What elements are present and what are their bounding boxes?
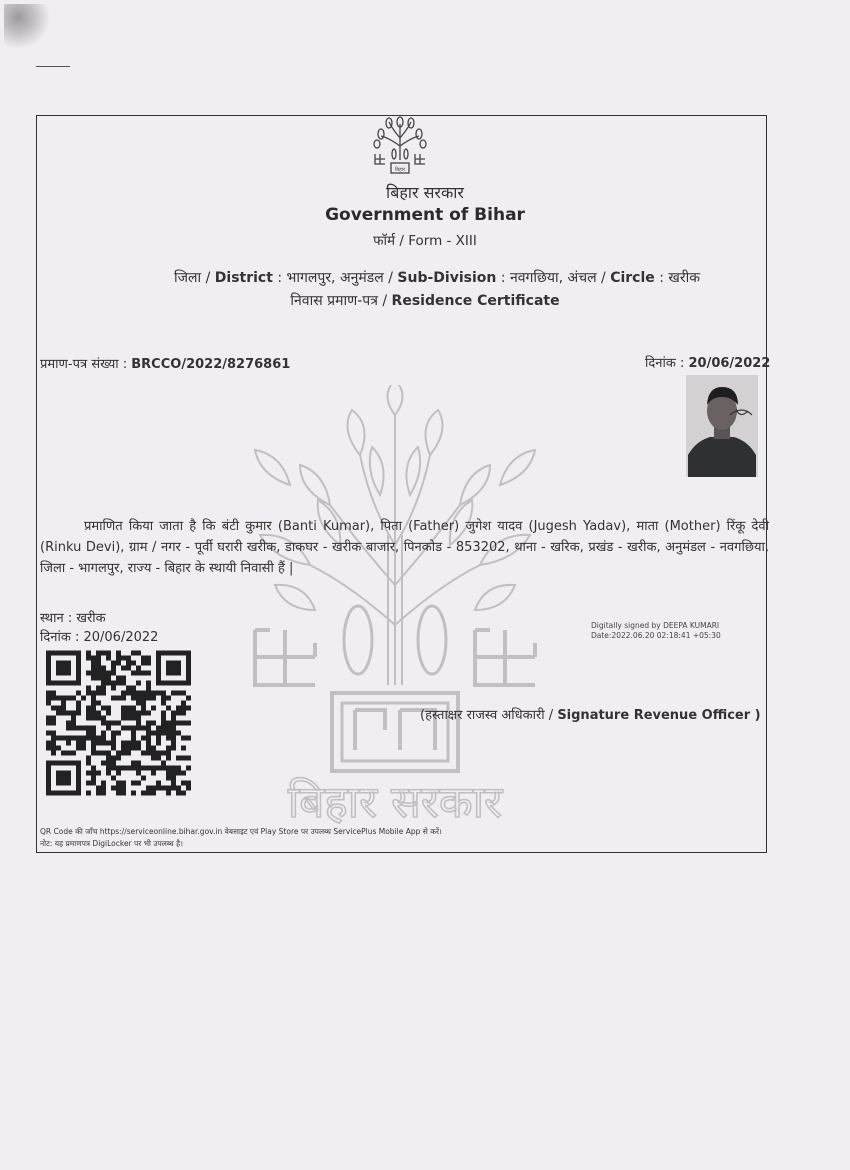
digital-signature-date: Date:2022.06.20 02:18:41 +05:30 <box>591 631 721 640</box>
circle-value: : खरीक <box>654 270 700 286</box>
govt-title-english: Government of Bihar <box>325 205 525 225</box>
certificate-title-english: Residence Certificate <box>391 293 560 309</box>
location-line <box>12 268 850 287</box>
footer-digilocker-note: नोट: यह प्रमाणपत्र DigiLocker पर भी उपलब्ध है। <box>40 839 183 848</box>
certificate-date-label: दिनांक : <box>645 356 689 371</box>
emblem-caption: बिहार <box>394 167 406 173</box>
district-value: : भागलपुर, अनुमंडल / <box>272 270 398 286</box>
scan-corner-mark <box>4 4 52 48</box>
scan-line-mark <box>36 66 70 67</box>
person-photo-icon <box>686 375 758 477</box>
district-prefix: जिला / <box>174 270 215 286</box>
issue-date: दिनांक : 20/06/2022 <box>40 630 159 645</box>
certificate-date-value: 20/06/2022 <box>688 356 771 371</box>
digital-signature-signer: Digitally signed by DEEPA KUMARI <box>591 621 720 630</box>
applicant-photo <box>686 375 758 477</box>
certificate-body: प्रमाणित किया जाता है कि बंटी कुमार (Banti Kumar), पिता (Father) जुगेश यादव (Jugesh Yadav), माता (Mother) रिंकू देवी (Rinku Devi), ग्राम / नगर - पूर्वी घरारी खरीक, डाकघर - खरीक बाजार, पिनकोड - 853202, थाना - खरिक, प्रखंड - खरीक, अनुमंडल - नवगछिया, जिला - भागलपुर, राज्य - बिहार के स्थायी निवासी हैं | <box>40 519 769 576</box>
district-label: District <box>214 270 273 286</box>
signature-label: Signature Revenue Officer ) <box>557 708 761 723</box>
certificate-title-hindi: निवास प्रमाण-पत्र / <box>290 293 392 309</box>
digital-signature <box>591 621 721 641</box>
footer-qr-note: QR Code की जाँच https://serviceonline.bihar.gov.in वेबसाइट एवं Play Store पर उपलब्ध ServicePlus Mobile App से करें। <box>40 827 442 836</box>
form-number: फॉर्म / Form - XIII <box>373 233 477 249</box>
issue-place: स्थान : खरीक <box>40 611 106 626</box>
govt-title-hindi: बिहार सरकार <box>386 183 464 202</box>
watermark-text: बिहार सरकार <box>287 777 503 828</box>
subdivision-value: : नवगछिया, अंचल / <box>496 270 611 286</box>
bihar-emblem-logo <box>367 116 433 180</box>
qr-code <box>46 650 191 796</box>
certificate-title <box>0 291 850 310</box>
signature-prefix: (हस्ताक्षर राजस्व अधिकारी / <box>420 708 558 723</box>
certificate-number-value: BRCCO/2022/8276861 <box>131 357 291 372</box>
circle-label: Circle <box>610 270 655 286</box>
bihar-emblem-watermark <box>220 385 570 830</box>
certificate-date <box>645 353 770 371</box>
certificate-number-label: प्रमाण-पत्र संख्या : <box>40 357 132 372</box>
subdivision-label: Sub-Division <box>397 270 497 286</box>
signature-revenue-officer <box>420 705 761 723</box>
certificate-number <box>40 354 290 372</box>
